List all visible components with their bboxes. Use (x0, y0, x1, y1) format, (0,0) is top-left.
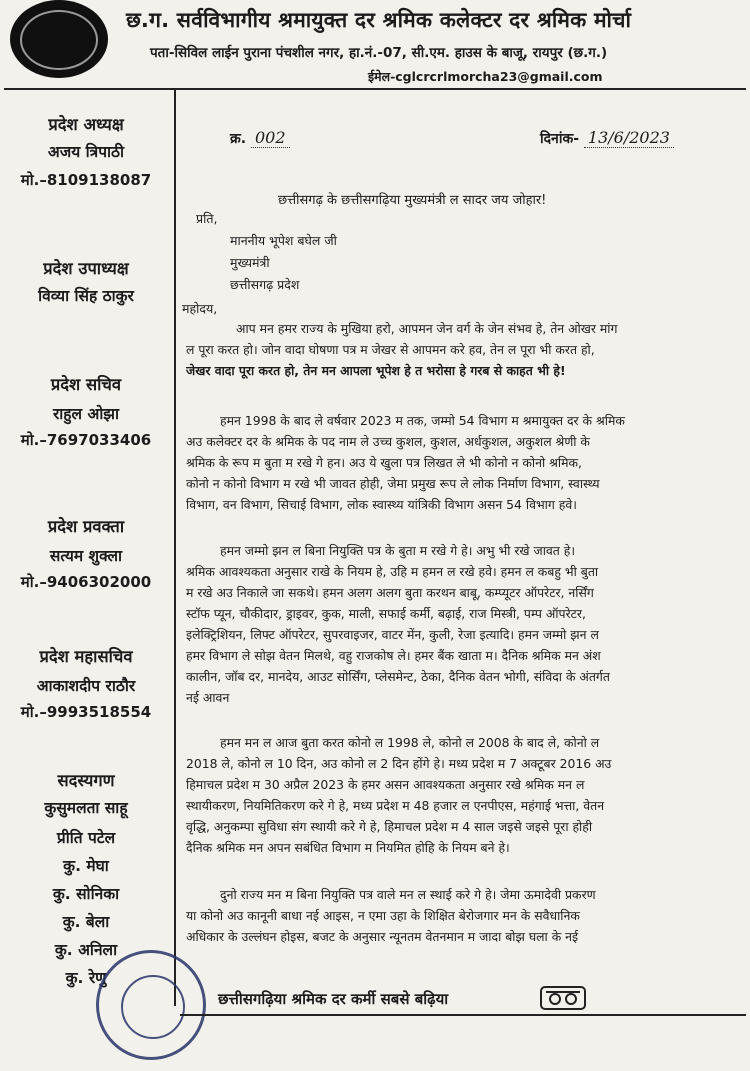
mahasachiv-phone: मो.–9993518554 (20, 703, 152, 721)
paragraph-3 (186, 540, 736, 708)
paragraph-line: हमन जम्मो झन ल बिना नियुक्ति पत्र के बुता म रखे गे हे। अभु भी रखे जावत हे। (220, 543, 576, 558)
salutation: महोदय, (182, 301, 218, 316)
recipient-prefix: प्रति, (196, 211, 218, 226)
organization-address: पता-सिविल लाईन पुराना पंचशील नगर, हा.नं.-07, सी.एम. हाउस के बाजू, रायपुर (छ.ग.) (150, 45, 608, 61)
pravakta-title: प्रदेश प्रवक्ता (47, 517, 125, 536)
letter-date (540, 128, 674, 148)
organization-title: छ.ग. सर्वविभागीय श्रमायुक्त दर श्रमिक कलेक्टर दर श्रमिक मोर्चा (126, 8, 632, 32)
member-item: कु. बेला (62, 913, 110, 931)
sachiv-phone: मो.–7697033406 (20, 431, 152, 449)
paragraph-line: आप मन हमर राज्य के मुखिया हरो, आपमन जेन वर्ग के जेन संभव हे, तेन ओखर मांग (236, 321, 618, 336)
sachiv-title: प्रदेश सचिव (50, 375, 122, 394)
paragraph-line: हमर विभाग ले सोझ वेतन मिलथे, वहु राजकोष ले। हमर बैंक खाता म। दैनिक श्रमिक मन अंश (186, 648, 601, 663)
footer-divider (180, 1014, 746, 1016)
letter-greeting: छत्तीसगढ़ के छत्तीसगढ़िया मुख्यमंत्री ल सादर जय जोहार! (278, 193, 547, 208)
paragraph-line: अधिकार के उल्लंघन होइस, बजट के अनुसार न्यूनतम वेतनमान म जादा बोझ घला के नई (186, 929, 579, 944)
footer-slogan: छत्तीसगढ़िया श्रमिक दर कर्मी सबसे बढ़िया (218, 990, 449, 1008)
reference-number (230, 128, 290, 148)
member-item: कु. मेघा (63, 857, 109, 875)
adhyaksh-title: प्रदेश अध्यक्ष (48, 115, 124, 134)
footer-emblem-icon (540, 986, 586, 1010)
adhyaksh-phone: मो.–8109138087 (20, 171, 152, 189)
upadhyaksh-title: प्रदेश उपाध्यक्ष (43, 259, 129, 278)
paragraph-1 (186, 318, 736, 381)
paragraph-line: कोनो न कोनो विभाग म रखे भी जावत होही, जेमा प्रमुख रूप ले लोक निर्माण विभाग, स्वास्थ्य (186, 476, 600, 491)
member-item: प्रीति पटेल (56, 829, 116, 847)
adhyaksh-name: अजय त्रिपाठी (47, 143, 125, 161)
organization-logo (10, 0, 108, 78)
paragraph-2 (186, 410, 736, 515)
sachiv-name: राहुल ओझा (52, 405, 120, 423)
paragraph-line: विभाग, वन विभाग, सिचाई विभाग, लोक स्वास्थ्य यांत्रिकी विभाग असन 54 विभाग हवे। (186, 497, 577, 512)
paragraph-line: वृद्धि, अनुकम्पा सुविधा संग स्थायी करे गे हे, हिमाचल प्रदेश म 4 साल जइसे जइसे पूरा होही (186, 819, 593, 834)
pravakta-phone: मो.–9406302000 (20, 573, 152, 591)
paragraph-line: इलेक्ट्रिशियन, लिफ्ट ऑपरेटर, सुपरवाइजर, वाटर मेंन, कुली, रेजा इत्यादि। हमन जम्मो झन ल (186, 627, 599, 642)
pravakta-name: सत्यम शुक्ला (49, 547, 123, 565)
official-stamp (96, 950, 206, 1060)
member-item: कु. सोनिका (52, 885, 120, 903)
paragraph-line: कालीन, जॉब दर, मानदेय, आउट सोर्सिंग, प्लेसमेन्ट, ठेका, दैनिक वेतन भोगी, संविदा के अंतर्गत (186, 669, 610, 684)
paragraph-5 (186, 884, 736, 947)
paragraph-line: हमन 1998 के बाद ले वर्षवार 2023 म तक, जम्मो 54 विभाग म श्रमायुक्त दर के श्रमिक (220, 413, 625, 428)
upadhyaksh-name: विव्या सिंह ठाकुर (38, 287, 134, 305)
paragraph-line: स्थायीकरण, नियमितिकरण करे गे हे, मध्य प्रदेश म 48 हजार ल एनपीएस, महंगाई भत्ता, वेतन (186, 798, 605, 813)
mahasachiv-title: प्रदेश महासचिव (39, 647, 133, 666)
member-item: कुसुमलता साहू (44, 799, 128, 817)
paragraph-line: हिमाचल प्रदेश म 30 अप्रैल 2023 के हमर असन आवश्यकता अनुसार रखे श्रमिक मन ल (186, 777, 585, 792)
member-item: कु. अनिला (54, 941, 118, 959)
paragraph-4 (186, 732, 736, 858)
office-bearers-sidebar (0, 92, 172, 1012)
paragraph-line: दैनिक श्रमिक मन अपन सबंधित विभाग म नियमित होहि के नियम बने हे। (186, 840, 510, 855)
paragraph-line: श्रमिक के रूप म बुता म रखे गे हन। अउ ये खुला पत्र लिखत ले भी कोनो न कोनो श्रमिक, (186, 455, 582, 470)
logo-ring (20, 10, 98, 70)
paragraph-line: जेखर वादा पूरा करत हो, तेन मन आपला भूपेश हे त भरोसा हे गरब से काहत भी हे! (186, 363, 566, 378)
date-value: 13/6/2023 (584, 128, 674, 148)
paragraph-line: नई आवन (186, 690, 230, 705)
recipient-designation: मुख्यमंत्री (230, 255, 270, 270)
header-divider (4, 88, 746, 90)
letter-body (180, 92, 742, 972)
recipient-name: माननीय भूपेश बघेल जी (230, 233, 337, 248)
paragraph-line: अउ कलेक्टर दर के श्रमिक के पद नाम ले उच्च कुशल, कुशल, अर्धकुशल, अकुशल श्रेणी के (186, 434, 590, 449)
recipient-state: छत्तीसगढ़ प्रदेश (230, 277, 300, 292)
members-title: सदस्यगण (57, 771, 115, 790)
reference-value: 002 (251, 128, 290, 148)
reference-label: क्र. (230, 131, 247, 147)
paragraph-line: या कोनो अउ कानूनी बाधा नई आइस, न एमा उहा के शिक्षित बेरोजगार मन के सवैधानिक (186, 908, 580, 923)
paragraph-line: 2018 ले, कोनो ल 10 दिन, अउ कोनो ल 2 दिन होंगे हे। मध्य प्रदेश म 7 अक्टूबर 2016 अउ (186, 756, 612, 771)
date-label: दिनांक- (540, 131, 580, 147)
paragraph-line: हमन मन ल आज बुता करत कोनो ल 1998 ले, कोनो ल 2008 के बाद ले, कोनो ल (220, 735, 600, 750)
paragraph-line: श्रमिक आवश्यकता अनुसार राखे के नियम हे, उहि म हमन ल रखे हवे। हमन ल कबहु भी बुता (186, 564, 599, 579)
organization-email: ईमेल-cglcrcrlmorcha23@gmail.com (368, 69, 603, 84)
paragraph-line: म रखे अउ निकाले जा सकथे। हमन अलग अलग बुता करथन बाबू, कम्प्यूटर ऑपरेटर, नर्सिंग (186, 585, 594, 600)
mahasachiv-name: आकाशदीप राठौर (36, 677, 136, 695)
paragraph-line: दुनो राज्य मन म बिना नियुक्ति पत्र वाले मन ल स्थाई करे गे हे। जेमा ऊमादेवी प्रकरण (220, 887, 596, 902)
member-item: कु. रेणु (65, 969, 107, 987)
paragraph-line: ल पूरा करत हो। जोन वादा घोषणा पत्र म जेखर से आपमन करे हव, तेन ल पूरा भी करत हो, (186, 342, 595, 357)
sidebar-divider (174, 90, 176, 1006)
stamp-inner-ring (121, 975, 185, 1039)
paragraph-line: स्टॉफ प्यून, चौकीदार, ड्राइवर, कुक, माली, सफाई कर्मी, बढ़ाई, राज मिस्त्री, पम्प ऑपरेटर, (186, 606, 586, 621)
